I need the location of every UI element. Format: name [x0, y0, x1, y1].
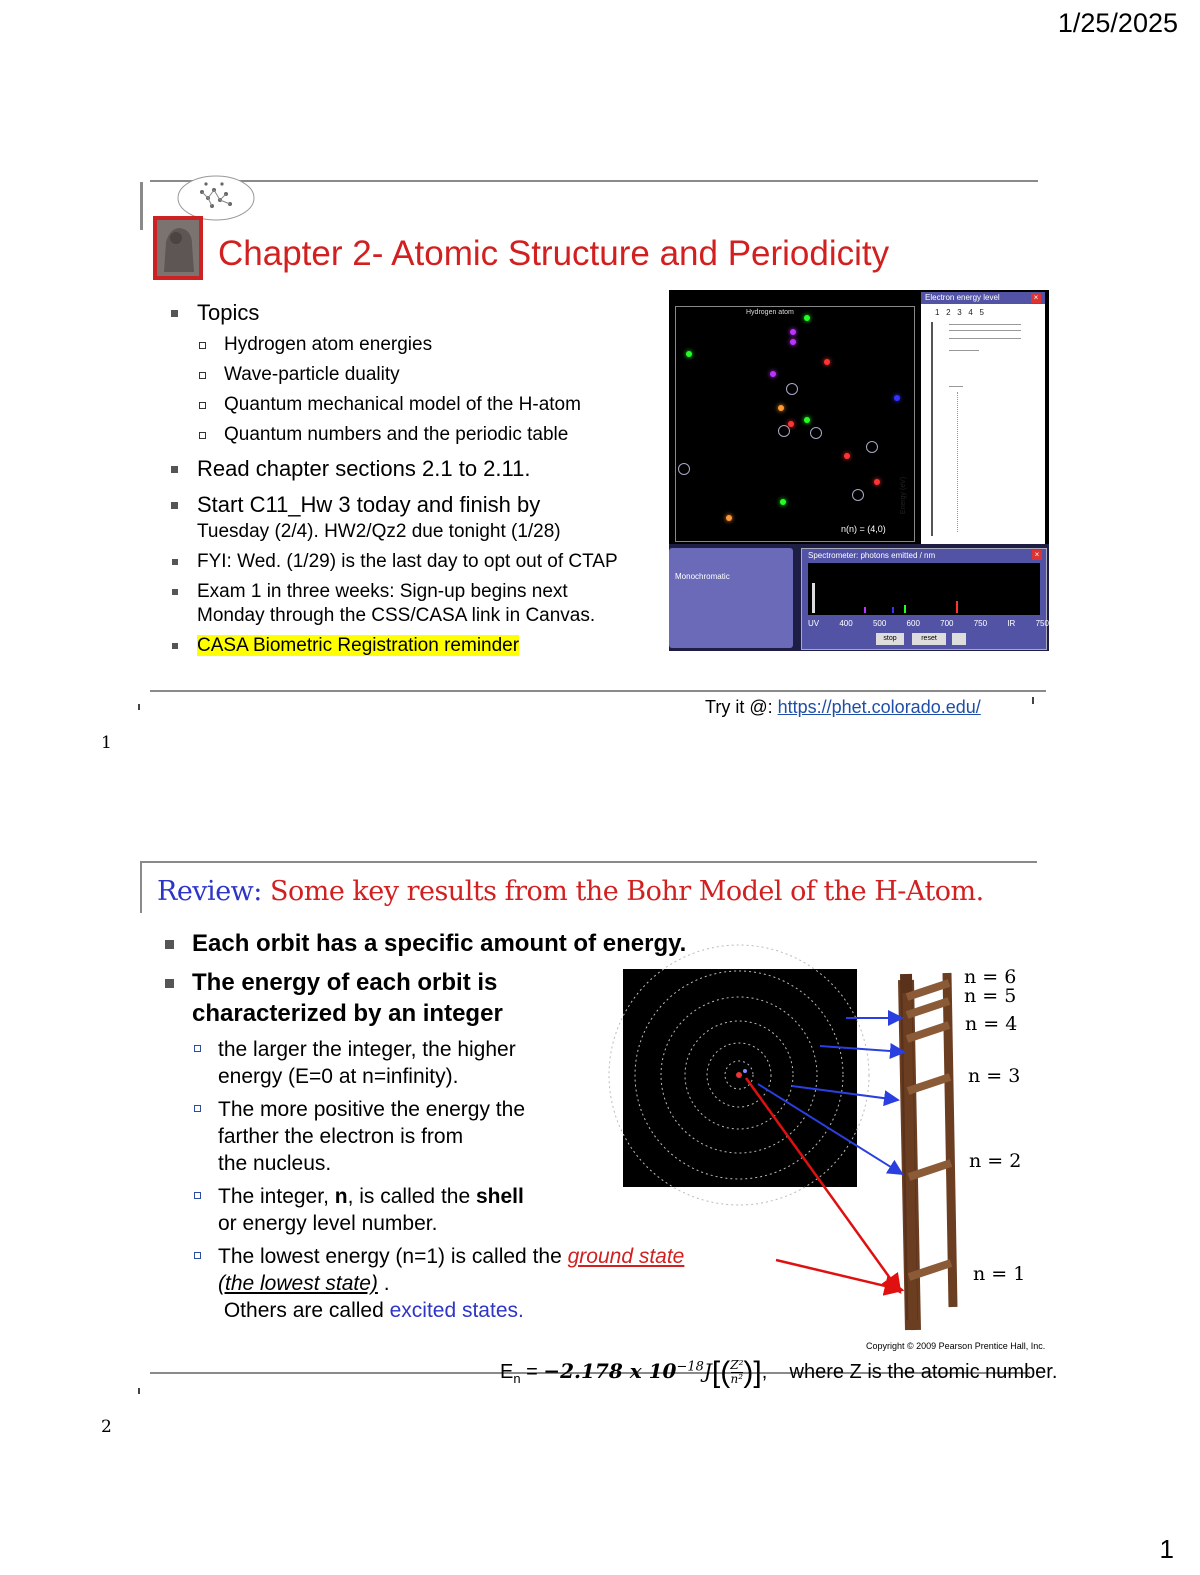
label-n6: n = 6: [964, 966, 1017, 988]
slide-1-top-rule: [150, 180, 1038, 182]
sim-atom-view: [675, 306, 915, 542]
bullet-topics: Topics: [197, 300, 260, 325]
equation-note: where Z is the atomic number.: [789, 1361, 1058, 1383]
sim-readout: n(n) = (4,0): [841, 524, 886, 534]
slide-2-bracket: [140, 863, 142, 913]
bullet-energy-orbit: The energy of each orbit is: [192, 969, 498, 996]
sim-spectrometer: [801, 548, 1054, 650]
copyright-text: Copyright © 2009 Pearson Prentice Hall, Inc.: [866, 1341, 1046, 1351]
slide-2-top-rule: [140, 861, 1037, 863]
phet-simulation-image: [669, 290, 1054, 651]
bullet-casa: [197, 635, 519, 657]
bullet-homework: Start C11_Hw 3 today and finish by: [197, 492, 541, 517]
bullet-homework-cont: Tuesday (2/4). HW2/Qz2 due tonight (1/28): [197, 521, 561, 542]
sub-integer-shell: The integer, n, is called the shell or energy level number.: [218, 1185, 524, 1235]
close-icon[interactable]: ×: [1031, 293, 1041, 303]
page-number: 1: [1159, 1534, 1174, 1564]
sim-spec-label: Spectrometer: photons emitted / nm: [808, 551, 936, 560]
sub-bullet-wave-particle: Wave-particle duality: [224, 364, 400, 385]
label-n1: n = 1: [973, 1263, 1026, 1285]
try-it-label: Try it @:: [705, 697, 778, 717]
label-n3: n = 3: [968, 1065, 1021, 1087]
sub-bullet-quantum-numbers: Quantum numbers and the periodic table: [224, 424, 569, 445]
excited-states-text: excited states.: [389, 1299, 524, 1322]
title-rest: Some key results from the Bohr Model of the H-Atom.: [261, 876, 984, 907]
bullet-exam: Exam 1 in three weeks: Sign-up begins next: [197, 581, 568, 602]
highlighted-text: CASA Biometric Registration reminder: [197, 635, 520, 656]
sim-level-labels: 1 2 3 4 5: [935, 308, 984, 317]
sub-larger-integer: the larger the integer, the higher energy (E=0 at n=infinity).: [218, 1038, 516, 1088]
slide-1-bottom-rule: [150, 690, 1046, 692]
title-review: Review:: [157, 876, 262, 907]
label-n4: n = 4: [965, 1013, 1018, 1035]
tick-mark: [1032, 697, 1034, 704]
sim-panel-title: Electron energy level: [925, 293, 1000, 302]
transition-arrows: [620, 960, 920, 1340]
sub-bullet-quantum-model: Quantum mechanical model of the H-atom: [224, 394, 581, 415]
sim-stop-button[interactable]: stop: [876, 633, 904, 645]
energy-equation: $E_n = -2.178$ x $10^{-18}J[(\frac{\text{Z²}}{\text{n²}})]$, where Z is the atomic number.: [500, 1356, 1058, 1389]
bullet-energy-orbit-cont: characterized by an integer: [192, 1000, 503, 1027]
camera-icon[interactable]: [952, 633, 966, 645]
page-date: 1/25/2025: [1057, 8, 1178, 38]
sim-spec-ticks: UV 400 500 600 700 750 IR 7500: [808, 619, 1054, 628]
bullet-ctap: FYI: Wed. (1/29) is the last day to opt out of CTAP: [197, 551, 618, 572]
bullet-exam-cont: Monday through the CSS/CASA link in Canvas.: [197, 605, 596, 626]
close-icon[interactable]: ×: [1032, 550, 1042, 560]
label-n5: n = 5: [964, 985, 1017, 1007]
tick-mark: [138, 704, 140, 710]
phet-link[interactable]: https://phet.colorado.edu/: [777, 697, 981, 717]
slide-1-bracket: [140, 182, 143, 230]
sim-energy-panel: [900, 292, 1045, 544]
ground-state-text: ground state: [567, 1245, 685, 1268]
sim-left-panel-label: Monochromatic: [675, 572, 730, 581]
slide-1-title: Chapter 2- Atomic Structure and Periodicity: [218, 234, 890, 273]
sim-main-title: Hydrogen atom: [746, 309, 794, 316]
try-it-text: [705, 697, 981, 718]
slide-2-number: 2: [101, 1417, 112, 1437]
sub-more-positive: The more positive the energy the farther the electron is from the nucleus.: [218, 1098, 526, 1175]
sim-reset-button[interactable]: reset: [912, 633, 946, 645]
slide-1-number: 1: [101, 733, 112, 753]
sub-bullet-hydrogen: Hydrogen atom energies: [224, 334, 433, 355]
sim-energy-axis-label: Energy (eV): [900, 476, 908, 515]
sim-left-panel: [669, 548, 793, 648]
bullet-each-orbit: Each orbit has a specific amount of energy.: [192, 930, 687, 957]
tick-mark: [138, 1388, 140, 1394]
sub-ground-state: The lowest energy (n=1) is called the ground state (the lowest state) . Others are called excited states.: [218, 1245, 685, 1322]
label-n2: n = 2: [969, 1150, 1022, 1172]
lowest-state-text: (the lowest state): [218, 1272, 378, 1295]
bullet-read-chapter: Read chapter sections 2.1 to 2.11.: [197, 456, 531, 481]
slide-2-title: [157, 876, 984, 907]
